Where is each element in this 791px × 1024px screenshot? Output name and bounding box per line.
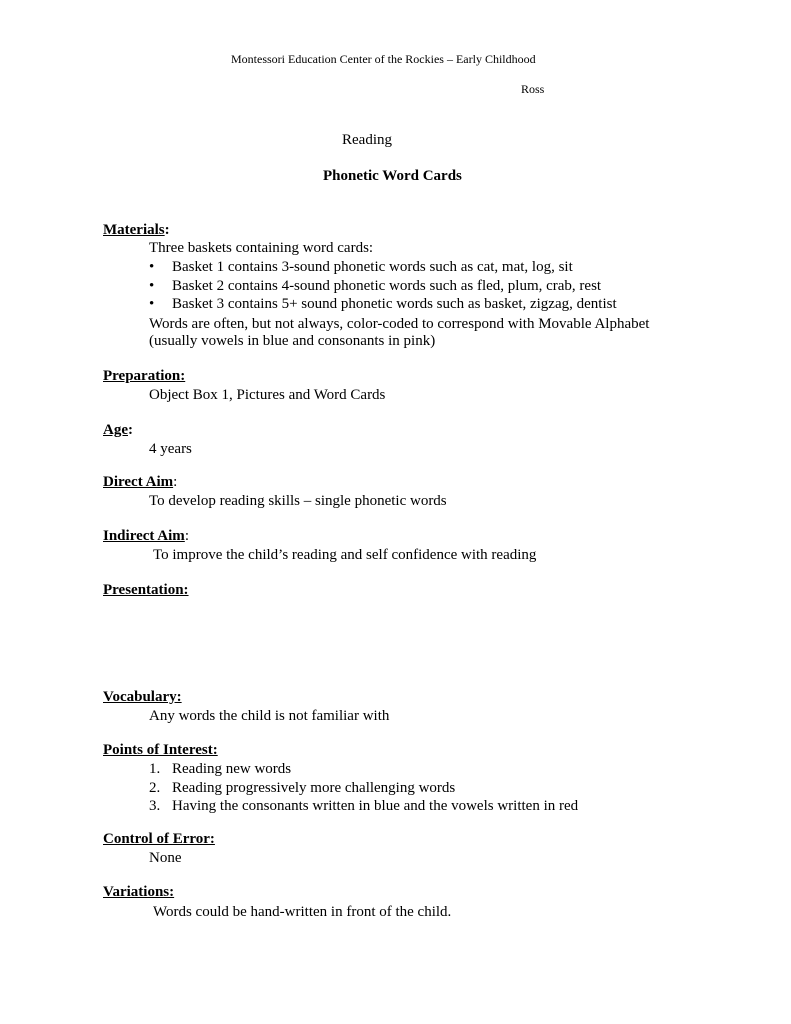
presentation-heading — [103, 582, 189, 599]
age-heading-label: Age — [103, 422, 128, 438]
presentation-heading-label: Presentation: — [103, 582, 189, 598]
indirect-aim-heading — [103, 528, 189, 545]
document-header — [231, 52, 536, 67]
age-heading — [103, 422, 133, 439]
subject-title: Reading — [342, 132, 392, 148]
variations-heading — [103, 884, 174, 901]
materials-heading-colon: : — [164, 222, 170, 238]
direct-aim-heading-label: Direct Aim — [103, 474, 174, 490]
list-item-text: Having the consonants written in blue and the vowels written in red — [172, 798, 579, 814]
materials-heading-label: Materials — [103, 222, 165, 238]
list-item-text: Basket 2 contains 4-sound phonetic words such as fled, plum, crab, rest — [172, 277, 602, 294]
list-item — [149, 258, 617, 277]
direct-aim-heading-colon: : — [173, 474, 178, 490]
list-item — [149, 295, 617, 314]
variations-text: Words could be hand-written in front of the child. — [153, 904, 452, 920]
list-item — [149, 760, 578, 779]
indirect-aim-heading-colon: : — [184, 528, 189, 544]
preparation-heading-label: Preparation: — [103, 368, 186, 384]
control-of-error-heading — [103, 831, 215, 848]
indirect-aim-text: To improve the child’s reading and self confidence with reading — [153, 547, 537, 563]
materials-intro: Three baskets containing word cards: — [149, 240, 374, 256]
materials-note-line-2: (usually vowels in blue and consonants in pink) — [149, 333, 436, 349]
control-of-error-text: None — [149, 850, 182, 866]
control-of-error-heading-label: Control of Error: — [103, 831, 215, 847]
list-item-text: Basket 3 contains 5+ sound phonetic words such as basket, zigzag, dentist — [172, 296, 617, 312]
age-text: 4 years — [149, 441, 192, 457]
points-of-interest-heading — [103, 742, 218, 759]
author-name: Ross — [521, 82, 545, 96]
materials-list — [149, 258, 617, 314]
list-number: 2. — [149, 779, 161, 796]
bullet-icon: • — [149, 296, 155, 312]
list-item-text: Reading new words — [172, 761, 292, 777]
list-item — [149, 797, 578, 816]
indirect-aim-heading-label: Indirect Aim — [103, 528, 185, 544]
materials-heading — [103, 222, 170, 239]
direct-aim-text: To develop reading skills – single phonetic words — [149, 493, 447, 509]
points-of-interest-heading-label: Points of Interest: — [103, 742, 218, 758]
list-item-text: Basket 1 contains 3-sound phonetic words such as cat, mat, log, sit — [172, 259, 573, 275]
list-number: 3. — [149, 798, 161, 814]
list-item — [149, 779, 578, 798]
variations-heading-label: Variations: — [103, 884, 175, 900]
age-heading-colon: : — [128, 422, 133, 438]
vocabulary-heading — [103, 689, 182, 706]
points-of-interest-list — [149, 760, 578, 816]
preparation-text: Object Box 1, Pictures and Word Cards — [149, 387, 386, 403]
page-title: Phonetic Word Cards — [323, 168, 462, 184]
list-item — [149, 277, 617, 296]
bullet-icon: • — [149, 259, 155, 275]
vocabulary-text: Any words the child is not familiar with — [149, 708, 390, 724]
vocabulary-heading-label: Vocabulary: — [103, 689, 182, 705]
list-item-text: Reading progressively more challenging words — [172, 779, 456, 796]
institution-name: Montessori Education Center of the Rockies – Early Childhood — [231, 52, 536, 66]
preparation-heading — [103, 368, 185, 385]
materials-note-line-1: Words are often, but not always, color-coded to correspond with Movable Alphabet — [149, 316, 650, 332]
list-number: 1. — [149, 761, 161, 777]
bullet-icon: • — [149, 277, 155, 294]
direct-aim-heading — [103, 474, 177, 491]
